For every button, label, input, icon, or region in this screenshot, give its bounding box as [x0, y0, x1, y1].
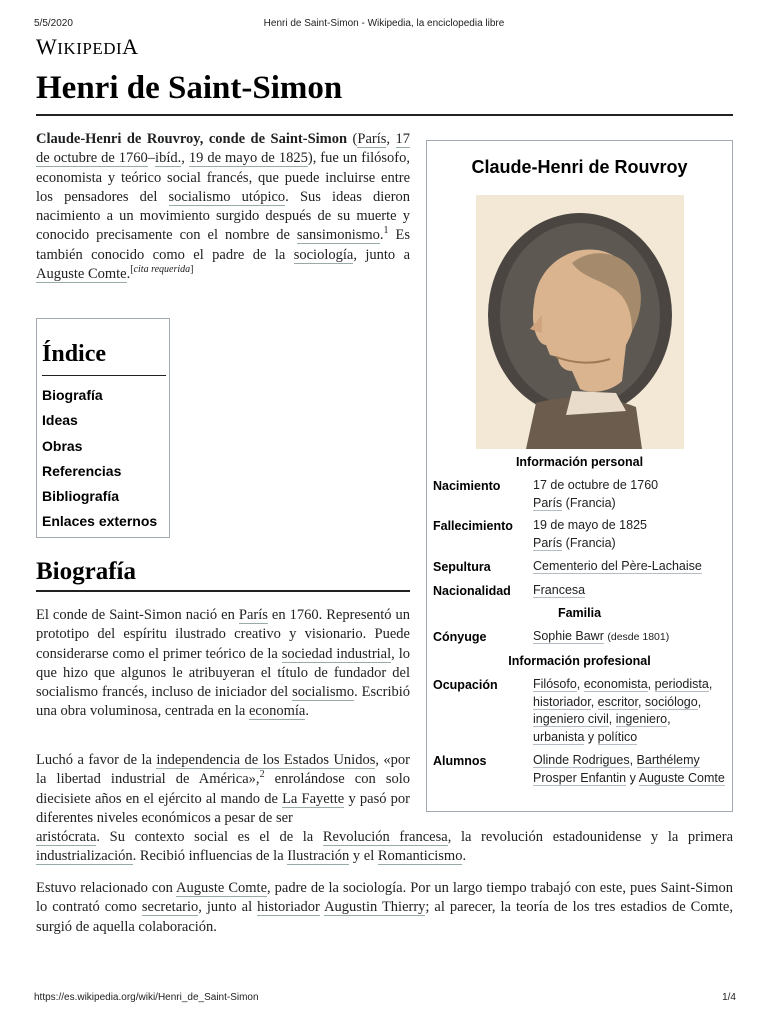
- value-ocupacion: Filósofo, economista, periodista, historiador, escritor, sociólogo, ingeniero civil, ingeniero, urbanista y político: [533, 677, 713, 744]
- link-aristocrata[interactable]: aristócrata: [36, 829, 97, 846]
- link-revolucion-francesa[interactable]: Revolución francesa: [322, 829, 448, 846]
- citation-needed[interactable]: [cita requerida]: [130, 264, 194, 276]
- link-barthelemy-enfantin[interactable]: Barthélemy Prosper Enfantin: [533, 753, 700, 785]
- link-sophie-bawr[interactable]: Sophie Bawr: [533, 629, 604, 643]
- label-nacionalidad: Nacionalidad: [433, 584, 511, 598]
- link-economista[interactable]: economista: [583, 677, 648, 691]
- section-divider: [36, 590, 410, 592]
- print-url: https://es.wikipedia.org/wiki/Henri_de_Saint-Simon: [34, 992, 259, 1003]
- link-francesa[interactable]: Francesa: [533, 583, 586, 597]
- infobox-title: Claude-Henri de Rouvroy: [471, 157, 688, 177]
- link-politico[interactable]: político: [597, 729, 638, 744]
- link-periodista[interactable]: periodista: [654, 677, 709, 691]
- biografia-paragraph-3: Estuvo relacionado con Auguste Comte, padre de la sociología. Por un largo tiempo trabajó con este, pues Saint-Simon lo contrató como secretario, junto al historiador Augustin Thierry; al parecer, la teoría de los tres estadios de Comte, surgió de aquella colaboración.: [36, 880, 734, 935]
- toc-item-referencias[interactable]: Referencias: [42, 462, 122, 479]
- link-augustin-thierry[interactable]: Augustin Thierry: [324, 899, 426, 916]
- link-auguste-comte-3[interactable]: Auguste Comte: [638, 770, 725, 785]
- page-title: Henri de Saint-Simon: [36, 70, 343, 106]
- print-footer: [0, 990, 768, 1006]
- portrait-image[interactable]: [476, 195, 684, 449]
- link-olinde-rodrigues[interactable]: Olinde Rodrigues: [533, 753, 630, 767]
- link-independencia[interactable]: independencia de los Estados Unidos: [156, 752, 376, 768]
- link-ilustracion[interactable]: Ilustración: [287, 848, 350, 865]
- link-auguste-comte-2[interactable]: Auguste Comte: [176, 880, 268, 896]
- biografia-paragraph-2: Luchó a favor de la independencia de los Estados Unidos, «por la libertad industrial de América»,$^2$ enrolándose con solo diecisiete años en el ejército al mando de La Fayette y pasó por diferentes niveles económicos a pesar de ser aristócrata. Su contexto social es el de la Revolución francesa, la revolución estadounidense y la primera industrialización. Recibió influencias de la Ilustración y el Romanticismo.: [36, 752, 734, 865]
- value-alumnos: Olinde Rodrigues, Barthélemy Prosper Enfantin y Auguste Comte: [533, 753, 725, 785]
- toc-divider: [42, 375, 166, 376]
- toc-item-bibliografia[interactable]: Bibliografía: [42, 488, 120, 505]
- link-ingeniero-civil[interactable]: ingeniero civil: [533, 712, 609, 726]
- infobox: [426, 140, 733, 812]
- value-nacimiento: 17 de octubre de 1760 París (Francia): [533, 478, 659, 510]
- print-date: 5/5/2020: [34, 18, 73, 29]
- toc-list: [42, 383, 157, 535]
- print-header: [0, 14, 768, 30]
- link-sociologia[interactable]: sociología: [293, 246, 354, 263]
- toc-heading: Índice: [42, 341, 107, 367]
- link-sansimonismo[interactable]: sansimonismo: [296, 227, 380, 244]
- subject-name: Claude-Henri de Rouvroy, conde de Saint-Simon: [36, 131, 348, 147]
- label-fallecimiento: Fallecimiento: [433, 519, 513, 533]
- link-birth-date[interactable]: 17 de octubre de 1760: [36, 131, 410, 167]
- portrait-drawing: [476, 195, 684, 449]
- link-pere-lachaise[interactable]: Cementerio del Père-Lachaise: [533, 559, 702, 573]
- link-paris-2[interactable]: París: [238, 607, 268, 623]
- link-ibid[interactable]: ibíd.: [155, 150, 182, 167]
- value-sepultura: [533, 558, 725, 576]
- label-alumnos: Alumnos: [433, 754, 487, 768]
- link-historiador-2[interactable]: historiador: [257, 899, 320, 916]
- link-nacimiento-paris[interactable]: París: [533, 495, 563, 510]
- value-conyuge: Sophie Bawr (desde 1801): [533, 629, 670, 643]
- biografia-paragraph-1: El conde de Saint-Simon nació en París en 1760. Representó un prototipo del espíritu ilustrado creativo y visionario. Puede considerarse como el primer teórico de la sociedad industrial, lo que hizo que algunos le atribuyeran el título de fundador del socialismo francés, incluso de iniciador del socialismo. Escribió una obra voluminosa, centrada en la economía.: [36, 607, 410, 720]
- wikipedia-logo[interactable]: WIKIPEDIA: [36, 34, 139, 59]
- link-paris[interactable]: París: [357, 131, 387, 147]
- ref-1[interactable]: 1: [383, 225, 389, 237]
- infobox-header-personal: Información personal: [515, 455, 644, 469]
- label-nacimiento: Nacimiento: [433, 479, 501, 493]
- infobox-header-profesional: Información profesional: [508, 654, 651, 668]
- link-auguste-comte[interactable]: Auguste Comte: [36, 266, 127, 283]
- lead-paragraph: Claude-Henri de Rouvroy, conde de Saint-Simon (París, 17 de octubre de 1760–ibíd., 19 de mayo de 1825), fue un filósofo, economista y teórico social francés, que puede incluirse entre los pensadores del socialismo utópico. Sus ideas dieron nacimiento a un movimiento surgido después de su muerte y conocido precisamente con el nombre de sansimonismo.$^1$ Es también conocido como el padre de la sociología, junto a Auguste Comte.[cita requerida]: [36, 131, 411, 283]
- link-urbanista[interactable]: urbanista: [533, 729, 585, 744]
- toc-item-ideas[interactable]: Ideas: [42, 412, 78, 429]
- link-filosofo[interactable]: Filósofo: [533, 677, 577, 691]
- link-sociedad-industrial[interactable]: sociedad industrial: [281, 645, 392, 662]
- link-sociologo[interactable]: sociólogo: [644, 694, 698, 709]
- link-ingeniero[interactable]: ingeniero: [615, 712, 668, 726]
- table-of-contents: [36, 318, 170, 538]
- title-divider: [36, 114, 733, 116]
- label-conyuge: Cónyuge: [433, 630, 487, 644]
- link-death-date[interactable]: 19 de mayo de 1825: [188, 150, 308, 167]
- link-romanticismo[interactable]: Romanticismo: [377, 848, 463, 865]
- value-nacionalidad: [533, 582, 725, 600]
- label-ocupacion: Ocupación: [433, 678, 498, 692]
- link-socialismo[interactable]: socialismo: [292, 684, 355, 701]
- toc-item-obras[interactable]: Obras: [42, 437, 83, 454]
- link-escritor[interactable]: escritor: [597, 694, 638, 709]
- link-economia[interactable]: economía: [249, 703, 306, 720]
- link-secretario[interactable]: secretario: [141, 899, 199, 916]
- section-heading-biografia: Biografía: [36, 558, 136, 585]
- link-socialismo-utopico[interactable]: socialismo utópico: [168, 188, 286, 205]
- link-historiador[interactable]: historiador: [533, 694, 591, 709]
- link-la-fayette[interactable]: La Fayette: [282, 790, 345, 807]
- print-page-number: 1/4: [722, 992, 736, 1003]
- toc-item-enlaces-externos[interactable]: Enlaces externos: [42, 513, 158, 530]
- print-title: Henri de Saint-Simon - Wikipedia, la enciclopedia libre: [263, 18, 505, 29]
- infobox-header-familia: Familia: [557, 606, 602, 620]
- ref-2[interactable]: 2: [259, 769, 265, 781]
- value-fallecimiento: 19 de mayo de 1825 París (Francia): [533, 518, 647, 550]
- toc-item-biografia[interactable]: Biografía: [42, 387, 103, 403]
- label-sepultura: Sepultura: [433, 560, 491, 574]
- link-industrializacion[interactable]: industrialización: [36, 848, 133, 865]
- link-fallecimiento-paris[interactable]: París: [533, 535, 563, 550]
